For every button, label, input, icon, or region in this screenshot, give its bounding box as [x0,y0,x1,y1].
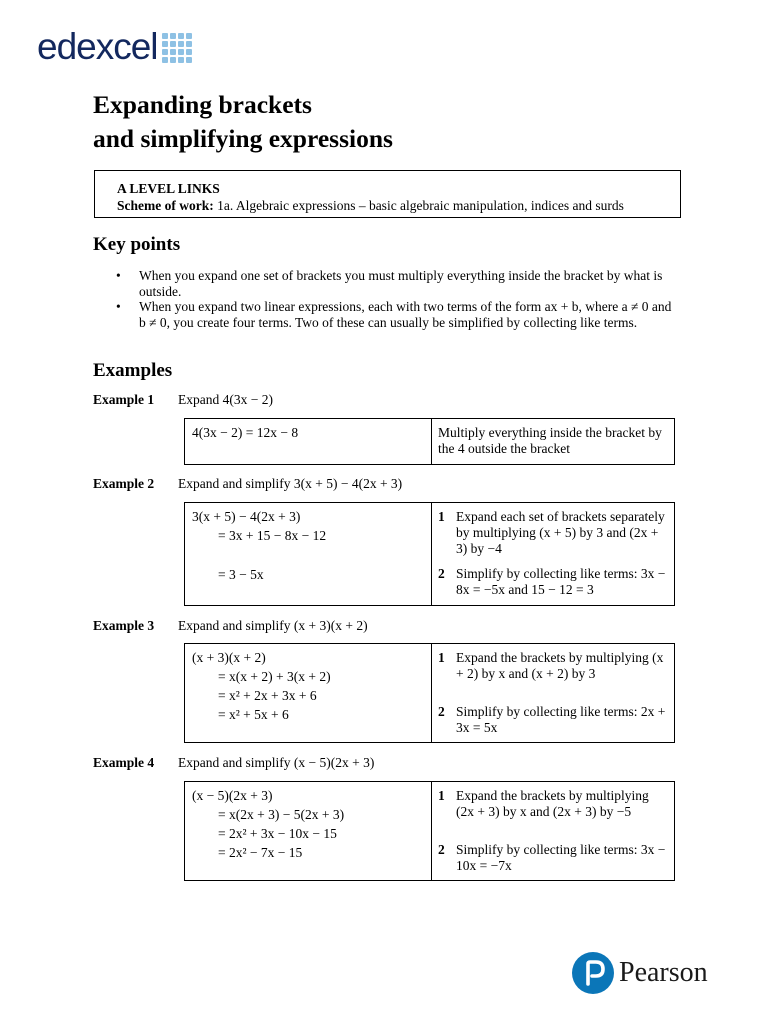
pearson-p-icon [572,952,614,994]
example-1-prompt: Expand 4(3x − 2) [178,392,273,407]
example-4-working [185,782,432,880]
example-3-notes [432,644,674,742]
step-2 [438,566,670,598]
key-points-list [116,268,676,330]
example-1-working [185,419,432,464]
working-line: = x(x + 2) + 3(x + 2) [218,669,331,684]
example-1-notes [432,419,674,464]
example-2-table [184,502,675,606]
example-3-table [184,643,675,743]
working-line: (x + 3)(x + 2) [192,650,266,665]
working-line: 4(3x − 2) = 12x − 8 [192,425,299,440]
step-text: Expand the brackets by multiplying (2x + 3) by x and (2x + 3) by −5 [456,788,649,819]
key-points-heading: Key points [93,234,181,255]
page-title [93,88,593,156]
step-number: 1 [438,650,445,665]
working-line: = 3x + 15 − 8x − 12 [218,528,327,543]
pearson-logo [572,952,708,994]
example-4-label: Example 4 [93,755,155,770]
step-number: 1 [438,509,445,524]
working-line: = x² + 5x + 6 [218,707,289,722]
key-point-item: • When you expand two linear expressions, each with two terms of the form ax + b, where a ≠ 0 and b ≠ 0, you create four terms. Two of these can usually be simplified by collecting like terms. [116,299,676,330]
title-line-2: and simplifying expressions [93,124,393,153]
step-1 [438,509,670,557]
working-line: = 3 − 5x [218,567,264,582]
title-line-1: Expanding brackets [93,90,312,119]
example-2-label: Example 2 [93,476,155,491]
example-4-notes [432,782,674,880]
example-1-label: Example 1 [93,392,155,407]
working-line: = x(2x + 3) − 5(2x + 3) [218,807,345,822]
examples-heading: Examples [93,360,173,381]
working-line: 3(x + 5) − 4(2x + 3) [192,509,301,524]
step-text: Expand each set of brackets separately by multiplying (x + 5) by 3 and (2x + 3) by −4 [456,509,665,556]
step-2 [438,704,670,736]
working-line: = x² + 2x + 3x + 6 [218,688,317,703]
step-text: Simplify by collecting like terms: 2x + 3x = 5x [456,704,666,735]
step-number: 1 [438,788,445,803]
step-number: 2 [438,842,445,857]
scheme-label: Scheme of work: [117,198,214,213]
example-4-prompt: Expand and simplify (x − 5)(2x + 3) [178,755,375,770]
edexcel-logo [37,28,192,65]
key-point-item: • When you expand one set of brackets you must multiply everything inside the bracket by what is outside. [116,268,676,299]
step-text: Simplify by collecting like terms: 3x − 10x = −7x [456,842,666,873]
working-line: = 2x² + 3x − 10x − 15 [218,826,337,841]
step-text: Simplify by collecting like terms: 3x − 8x = −5x and 15 − 12 = 3 [456,566,666,597]
example-2-prompt: Expand and simplify 3(x + 5) − 4(2x + 3) [178,476,403,491]
edexcel-wordmark: edexcel [37,26,158,67]
scheme-text: 1a. Algebraic expressions – basic algebraic manipulation, indices and surds [213,198,624,213]
step-text: Expand the brackets by multiplying (x + 2) by x and (x + 2) by 3 [456,650,664,681]
note-text: Multiply everything inside the bracket by the 4 outside the bracket [438,425,662,456]
edexcel-grid-icon [162,33,192,63]
step-2 [438,842,670,874]
step-number: 2 [438,566,445,581]
working-line: (x − 5)(2x + 3) [192,788,273,803]
step-1 [438,788,670,820]
step-number: 2 [438,704,445,719]
links-heading: A LEVEL LINKS [117,181,220,196]
working-line: = 2x² − 7x − 15 [218,845,303,860]
example-3-prompt: Expand and simplify (x + 3)(x + 2) [178,618,368,633]
example-2-working [185,503,432,605]
example-4-table [184,781,675,881]
example-3-working [185,644,432,742]
pearson-wordmark: Pearson [619,957,708,988]
example-2-notes [432,503,674,605]
a-level-links-box [94,170,681,218]
example-1-table [184,418,675,465]
example-3-label: Example 3 [93,618,155,633]
step-1 [438,650,670,682]
